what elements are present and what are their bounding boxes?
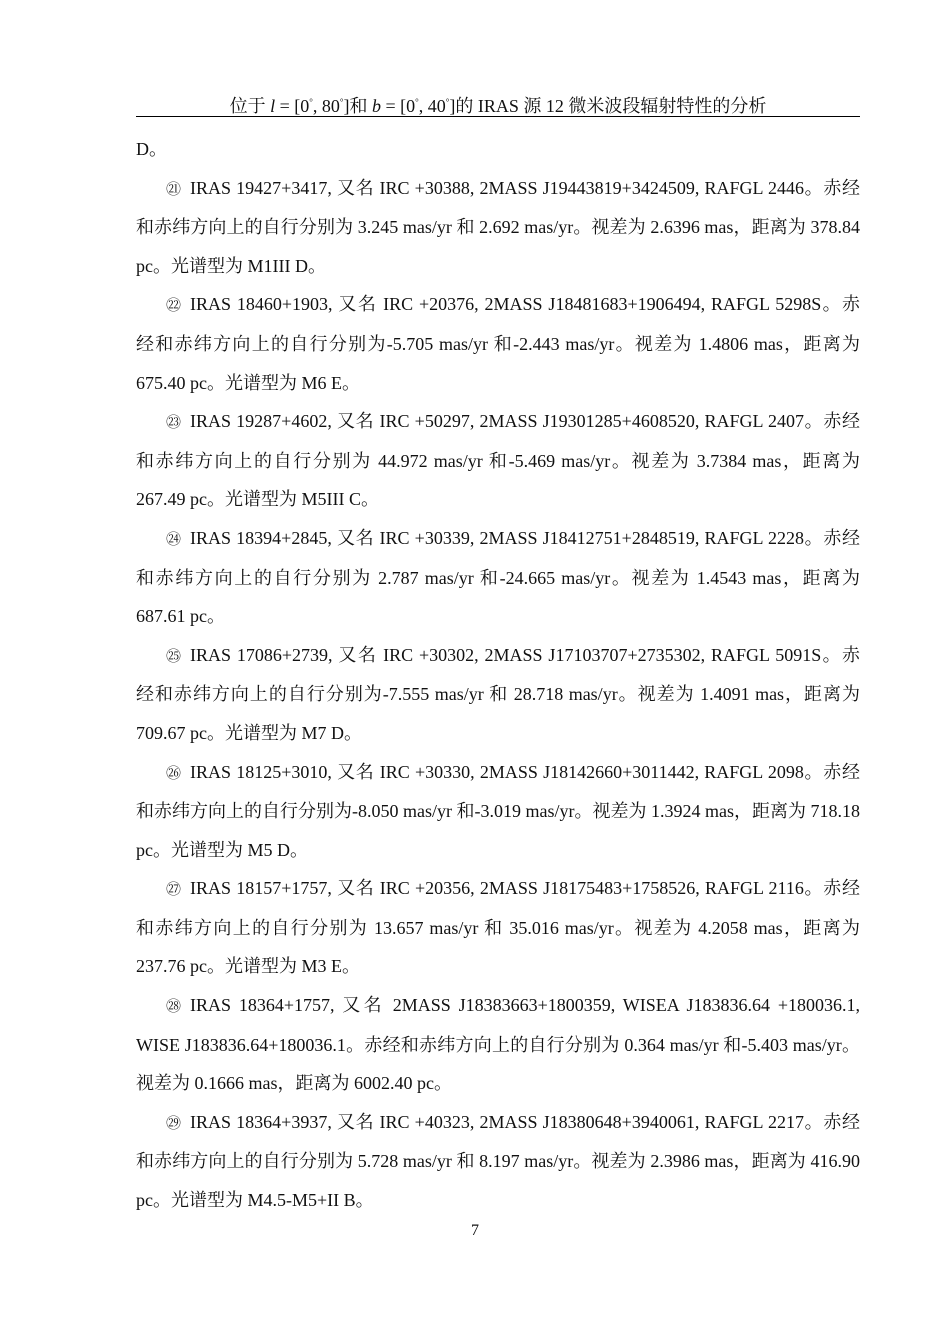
entry-number: ㉕	[166, 646, 182, 665]
entry-text: IRAS 17086+2739, 又名 IRC +30302, 2MASS J17103707+2735302, RAFGL 5091S。赤经和赤纬方向上的自行分别为-7.555 mas/yr 和 28.718 mas/yr。视差为 1.4091 mas，距离为 709.67 pc。光谱型为 M7 D。	[136, 644, 860, 743]
continuation-text: D。	[136, 139, 167, 159]
entry-text: IRAS 18364+3937, 又名 IRC +40323, 2MASS J18380648+3940061, RAFGL 2217。赤经和赤纬方向上的自行分别为 5.728 mas/yr 和 8.197 mas/yr。视差为 2.3986 mas，距离为 416.90 pc。光谱型为 M4.5-M5+II B。	[136, 1111, 860, 1211]
entry-text: IRAS 18157+1757, 又名 IRC +20356, 2MASS J18175483+1758526, RAFGL 2116。赤经和赤纬方向上的自行分别为 13.657 mas/yr 和 35.016 mas/yr。视差为 4.2058 mas，距离为 237.76 pc。光谱型为 M3 E。	[136, 878, 860, 977]
entry-number: ㉗	[166, 880, 182, 899]
entry-24	[136, 519, 860, 636]
page-number: 7	[471, 1222, 479, 1239]
entry-29	[136, 1103, 860, 1220]
running-header: 位于 l = [0°, 80°]和 b = [0°, 40°]的 IRAS 源 12 微米波段辐射特性的分析	[136, 88, 860, 117]
page-body	[136, 130, 860, 1220]
entry-number: ㉓	[166, 413, 182, 432]
entry-text: IRAS 19287+4602, 又名 IRC +50297, 2MASS J19301285+4608520, RAFGL 2407。赤经和赤纬方向上的自行分别为 44.972 mas/yr 和-5.469 mas/yr。视差为 3.7384 mas，距离为 267.49 pc。光谱型为 M5III C。	[136, 411, 860, 510]
entry-25	[136, 636, 860, 753]
entry-number: ㉔	[166, 529, 182, 548]
entry-number: ㉙	[166, 1113, 182, 1132]
entry-27	[136, 869, 860, 986]
entry-text: IRAS 18460+1903, 又名 IRC +20376, 2MASS J18481683+1906494, RAFGL 5298S。赤经和赤纬方向上的自行分别为-5.705 mas/yr 和-2.443 mas/yr。视差为 1.4806 mas，距离为 675.40 pc。光谱型为 M6 E。	[136, 294, 860, 393]
entry-23	[136, 402, 860, 519]
entry-number: ㉖	[166, 763, 182, 782]
entry-28	[136, 986, 860, 1103]
entry-26	[136, 753, 860, 870]
entry-text: IRAS 18125+3010, 又名 IRC +30330, 2MASS J18142660+3011442, RAFGL 2098。赤经和赤纬方向上的自行分别为-8.050 mas/yr 和-3.019 mas/yr。视差为 1.3924 mas，距离为 718.18 pc。光谱型为 M5 D。	[136, 761, 860, 860]
entry-number: ㉘	[166, 997, 182, 1016]
entry-text: IRAS 18394+2845, 又名 IRC +30339, 2MASS J18412751+2848519, RAFGL 2228。赤经和赤纬方向上的自行分别为 2.787 mas/yr 和-24.665 mas/yr。视差为 1.4543 mas，距离为 687.61 pc。	[136, 527, 860, 627]
entry-text: IRAS 19427+3417, 又名 IRC +30388, 2MASS J19443819+3424509, RAFGL 2446。赤经和赤纬方向上的自行分别为 3.245 mas/yr 和 2.692 mas/yr。视差为 2.6396 mas，距离为 378.84 pc。光谱型为 M1III D。	[136, 177, 860, 276]
entry-21	[136, 169, 860, 286]
entry-text: IRAS 18364+1757, 又名 2MASS J18383663+1800359, WISEA J183836.64 +180036.1, WISE J183836.64+180036.1。赤经和赤纬方向上的自行分别为 0.364 mas/yr 和-5.403 mas/yr。视差为 0.1666 mas，距离为 6002.40 pc。	[136, 995, 860, 1094]
entry-22	[136, 285, 860, 402]
entry-number: ㉑	[166, 179, 182, 198]
entry-number: ㉒	[166, 296, 182, 315]
